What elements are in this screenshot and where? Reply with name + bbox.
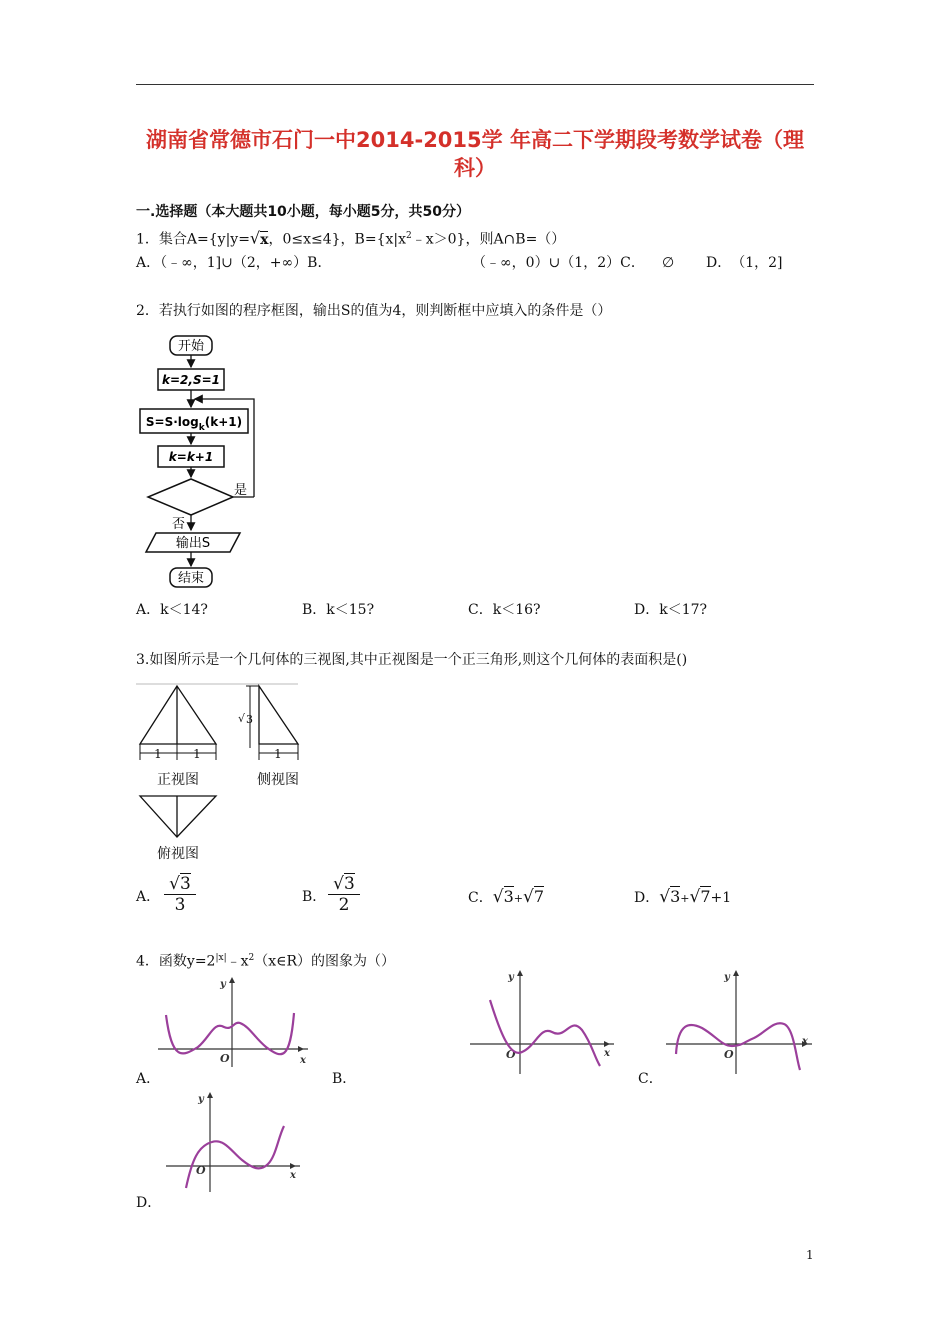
q3-a-num: 3	[180, 874, 191, 894]
fc-assign-a: S=S·log	[145, 415, 199, 429]
graph-a-origin: O	[220, 1052, 230, 1065]
page-number: 1	[806, 1248, 814, 1262]
title-line-1: 湖南省常德市石门一中2014-2015学 年高二下学期段考数学试卷（理	[146, 128, 804, 152]
graph-b	[470, 966, 618, 1078]
front-view	[140, 686, 216, 761]
q3-d-label: D．	[634, 890, 660, 906]
flowchart-decision	[148, 479, 233, 515]
three-view-figure	[136, 682, 306, 862]
top-view-label: 俯视图	[157, 846, 199, 862]
graph-d-origin: O	[196, 1164, 206, 1177]
q1-option-a: A．（﹣∞，1]∪（2，+∞）B．	[136, 255, 332, 271]
graph-d-y: y	[198, 1094, 204, 1105]
flowchart-no-label: 否	[172, 517, 186, 532]
flowchart-start-label: 开始	[177, 339, 205, 354]
question-2-stem: 2．若执行如图的程序框图，输出S的值为4，则判断框中应填入的条件是（）	[136, 303, 612, 319]
graph-b-y: y	[508, 972, 514, 983]
side-dim-sqrt: 3	[246, 713, 253, 726]
side-view-label: 侧视图	[257, 772, 299, 788]
top-view	[140, 796, 216, 837]
q1-stem-a: 1．集合A={y|y=	[136, 231, 250, 248]
q3-b-den: 2	[338, 895, 350, 915]
title-line-2: 科）	[454, 156, 496, 180]
question-3-stem: 3.如图所示是一个几何体的三视图,其中正视图是一个正三角形,则这个几何体的表面积是()	[136, 652, 688, 668]
graph-d-x: x	[290, 1170, 296, 1181]
document-title	[136, 126, 814, 182]
q2-option-b: B．k＜15?	[302, 602, 375, 618]
front-dim-right: 1	[193, 747, 201, 761]
graph-a-curve	[166, 1013, 294, 1054]
q3-a-den: 3	[174, 895, 186, 915]
q3-option-b-label: B．	[302, 889, 327, 905]
q1-sup: 2	[406, 231, 412, 241]
q1-option-c-value: ∅	[662, 255, 675, 271]
graph-c	[666, 966, 816, 1078]
graph-c-origin: O	[724, 1048, 734, 1061]
header-rule	[136, 84, 814, 85]
q3-option-c: C．√3+√7	[468, 887, 544, 907]
q1-stem-b: ，0≤x≤4}，B={x|x	[268, 231, 406, 248]
q4-sup2: 2	[248, 953, 255, 963]
q1-option-b-value: （﹣∞，0）∪（1，2）C．	[472, 255, 645, 271]
q3-c-label: C．	[468, 890, 493, 906]
question-4-stem	[136, 949, 395, 971]
flowchart-output-label: 输出S	[175, 536, 211, 551]
q3-option-a-value: √3 3	[164, 874, 196, 915]
fc-assign-sub: k	[198, 423, 205, 433]
q1-sqrt-var: x	[260, 231, 269, 248]
q4-sup: |x|	[215, 953, 227, 963]
fc-assign-b: (k+1)	[204, 415, 243, 429]
graph-a	[158, 975, 310, 1070]
q3-d-plus: +	[680, 892, 690, 905]
q1-stem-c: ﹣x＞0}，则A∩B=（）	[411, 231, 566, 248]
q3-option-b-value: √3 2	[328, 874, 360, 915]
q3-option-a-label: A．	[136, 889, 161, 905]
q4-stem-c: （x∈R）的图象为（）	[254, 953, 396, 970]
q4-option-b: B．	[332, 1071, 357, 1087]
q4-option-a: A．	[136, 1071, 161, 1087]
q3-b-num: 3	[344, 874, 355, 894]
q4-stem-a: 4．函数y=2	[136, 953, 216, 970]
front-view-label: 正视图	[157, 772, 199, 788]
q2-option-c: C．k＜16?	[468, 602, 541, 618]
q2-option-d: D．k＜17?	[634, 602, 708, 618]
flowchart-init-label: k=2,S=1	[162, 373, 220, 387]
graph-c-curve	[676, 1023, 800, 1070]
graph-c-x: x	[802, 1036, 808, 1047]
q3-c-b: 7	[533, 887, 544, 906]
q4-option-d: D．	[136, 1195, 162, 1211]
graph-a-x: x	[300, 1055, 306, 1066]
q2-option-a: A．k＜14?	[136, 602, 208, 618]
q1-option-d: D． （1，2]	[706, 255, 783, 271]
q3-d-tail: +1	[710, 890, 732, 906]
side-dim-sqrt-sign: √	[238, 712, 246, 725]
q3-c-plus: +	[513, 892, 523, 905]
q3-option-d: D．√3+√7+1	[634, 887, 732, 907]
graph-d-curve	[186, 1126, 284, 1188]
q3-c-a: 3	[503, 887, 514, 906]
q3-d-b: 7	[700, 887, 711, 906]
graph-c-y: y	[724, 972, 730, 983]
graph-b-origin: O	[506, 1048, 516, 1061]
flowchart-incr-label: k=k+1	[168, 450, 214, 464]
graph-a-y: y	[220, 979, 226, 990]
side-view	[238, 686, 298, 761]
flowchart-yes-label: 是	[234, 483, 248, 498]
front-dim-left: 1	[154, 747, 162, 761]
q4-option-c: C．	[638, 1071, 663, 1087]
q4-stem-b: ﹣x	[226, 953, 249, 970]
side-dim-bottom: 1	[274, 747, 282, 761]
graph-b-x: x	[604, 1048, 610, 1059]
graph-d	[166, 1088, 304, 1196]
question-1-stem	[136, 227, 565, 249]
section-heading: 一.选择题（本大题共10小题，每小题5分，共50分）	[136, 204, 471, 220]
q3-d-a: 3	[670, 887, 681, 906]
sqrt-sign: √	[249, 228, 261, 248]
flowchart	[136, 332, 266, 594]
flowchart-end-label: 结束	[177, 571, 205, 586]
